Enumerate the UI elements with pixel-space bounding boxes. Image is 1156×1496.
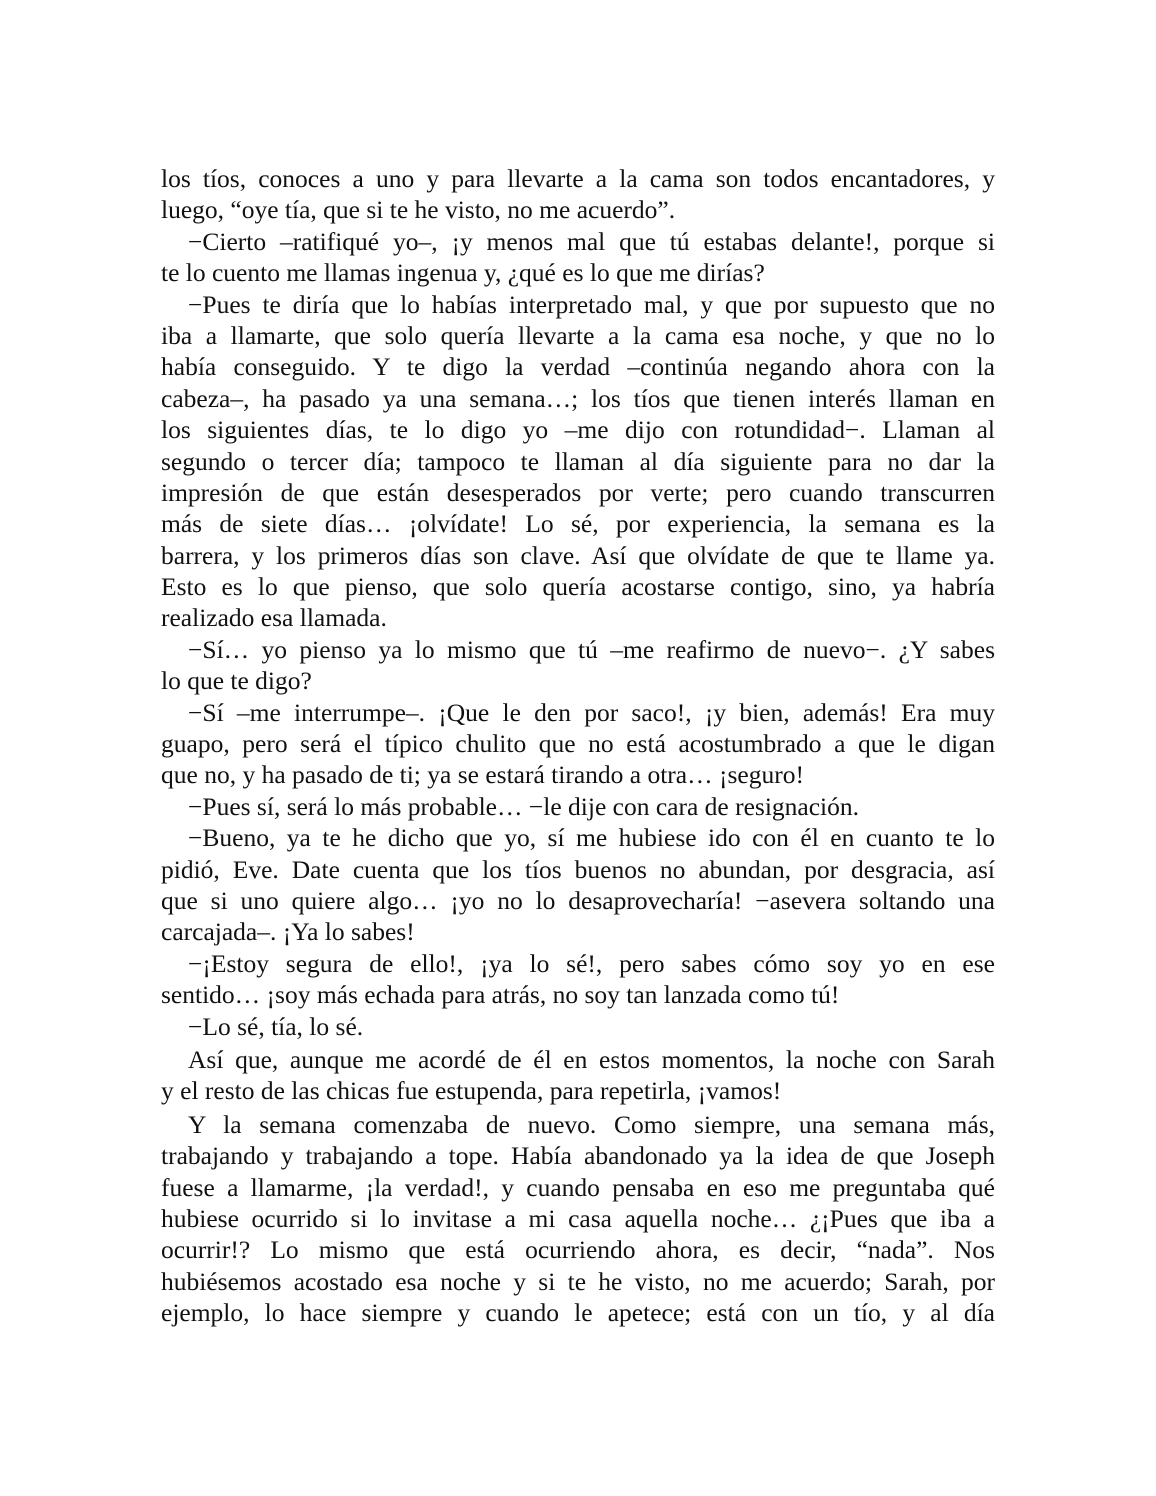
text-line: Esto es lo que pienso, que solo quería acostarse contigo, sino, ya habría <box>161 572 995 602</box>
book-page-text <box>161 163 995 1328</box>
text-line: ocurrir!? Lo mismo que está ocurriendo ahora, es decir, “nada”. Nos <box>161 1235 995 1265</box>
text-line: iba a llamarte, que solo quería llevarte a la cama esa noche, y que no lo <box>161 320 995 350</box>
text-line: pidió, Eve. Date cuenta que los tíos buenos no abundan, por desgracia, así <box>161 854 995 884</box>
text-line: −Sí… yo pienso ya lo mismo que tú –me reafirmo de nuevo−. ¿Y sabes <box>188 634 995 664</box>
text-line: carcajada–. ¡Ya lo sabes! <box>161 917 415 947</box>
text-line: −Sí –me interrumpe–. ¡Que le den por saco!, ¡y bien, además! Era muy <box>188 697 995 727</box>
text-line: te lo cuento me llamas ingenua y, ¿qué es lo que me dirías? <box>161 258 765 288</box>
text-line: los tíos, conoces a uno y para llevarte a la cama son todos encantadores, y <box>161 164 995 193</box>
text-line: sentido… ¡soy más echada para atrás, no soy tan lanzada como tú! <box>161 980 840 1010</box>
text-line: Así que, aunque me acordé de él en estos momentos, la noche con Sarah <box>188 1044 995 1074</box>
text-line: −Cierto –ratifiqué yo–, ¡y menos mal que tú estabas delante!, porque si <box>188 226 995 256</box>
text-line: lo que te digo? <box>161 666 312 696</box>
text-line: −Lo sé, tía, lo sé. <box>188 1011 364 1041</box>
text-line: −Pues te diría que lo habías interpretado mal, y que por supuesto que no <box>188 289 995 319</box>
text-line: segundo o tercer día; tampoco te llaman al día siguiente para no dar la <box>161 446 995 476</box>
text-line: luego, “oye tía, que si te he visto, no me acuerdo”. <box>161 195 676 225</box>
text-line: y el resto de las chicas fue estupenda, para repetirla, ¡vamos! <box>161 1076 782 1106</box>
text-line: que si uno quiere algo… ¡yo no lo desaprovecharía! −asevera soltando una <box>161 885 995 915</box>
text-line: había conseguido. Y te digo la verdad –continúa negando ahora con la <box>161 352 995 382</box>
text-line: los siguientes días, te lo digo yo –me dijo con rotundidad−. Llaman al <box>161 415 995 445</box>
text-line: −¡Estoy segura de ello!, ¡ya lo sé!, pero sabes cómo soy yo en ese <box>188 948 995 978</box>
text-line: más de siete días… ¡olvídate! Lo sé, por experiencia, la semana es la <box>161 509 995 539</box>
text-line: ejemplo, lo hace siempre y cuando le apetece; está con un tío, y al día <box>161 1298 995 1328</box>
text-line: hubiésemos acostado esa noche y si te he visto, no me acuerdo; Sarah, por <box>161 1266 995 1296</box>
text-line: trabajando y trabajando a tope. Había abandonado ya la idea de que Joseph <box>161 1141 995 1171</box>
text-line: guapo, pero será el típico chulito que no está acostumbrado a que le digan <box>161 729 995 759</box>
text-line: realizado esa llamada. <box>161 603 387 633</box>
text-line: −Pues sí, será lo más probable… −le dije con cara de resignación. <box>188 791 860 821</box>
text-line: cabeza–, ha pasado ya una semana…; los tíos que tienen interés llaman en <box>161 383 995 413</box>
text-line: hubiese ocurrido si lo invitase a mi casa aquella noche… ¿¡Pues que iba a <box>161 1203 995 1233</box>
text-line: impresión de que están desesperados por verte; pero cuando transcurren <box>161 477 995 507</box>
text-line: barrera, y los primeros días son clave. Así que olvídate de que te llame ya. <box>161 540 995 570</box>
text-line: Y la semana comenzaba de nuevo. Como siempre, una semana más, <box>188 1109 995 1139</box>
text-line: fuese a llamarme, ¡la verdad!, y cuando pensaba en eso me preguntaba qué <box>161 1172 995 1202</box>
text-line: −Bueno, ya te he dicho que yo, sí me hubiese ido con él en cuanto te lo <box>188 823 995 853</box>
text-line: que no, y ha pasado de ti; ya se estará tirando a otra… ¡seguro! <box>161 760 804 790</box>
